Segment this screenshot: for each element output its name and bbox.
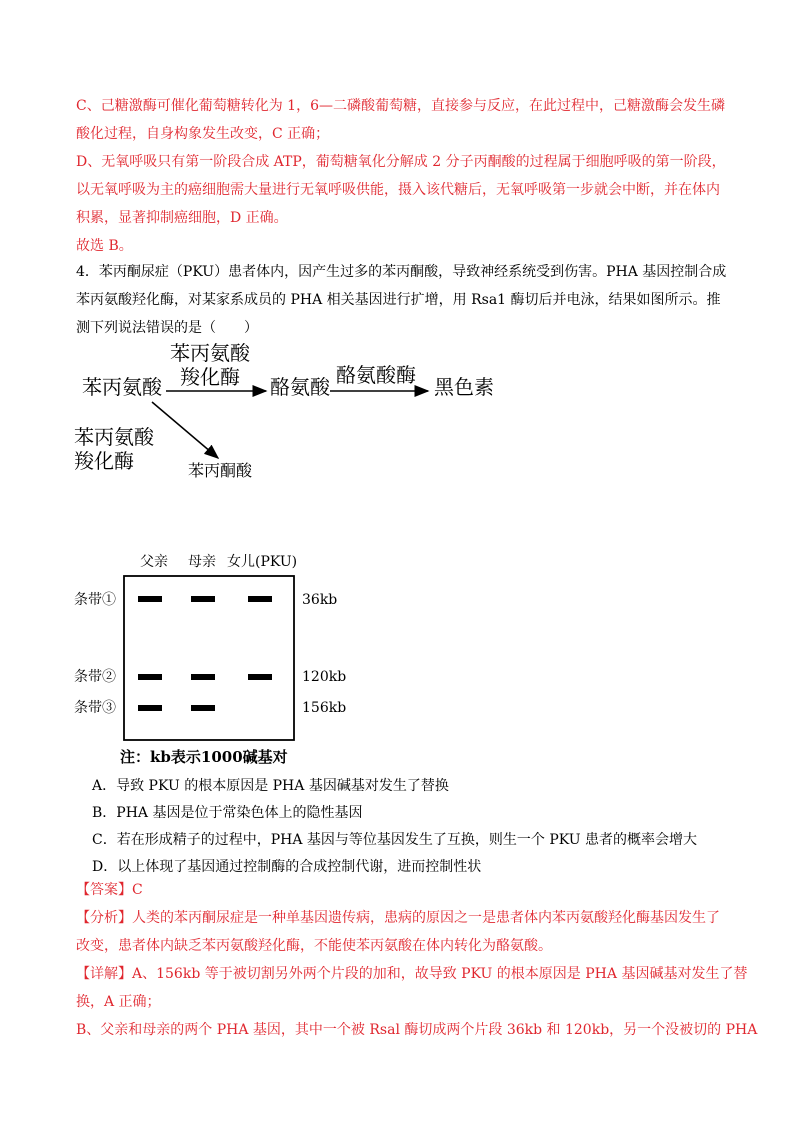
option-a: A．导致 PKU 的根本原因是 PHA 基因碱基对发生了替换 (92, 778, 449, 794)
band-1-mother (191, 596, 215, 602)
analysis-d-line: 积累，显著抑制癌细胞，D 正确。 (76, 210, 288, 226)
detail-line: 【详解】A、156kb 等于被切割另外两个片段的加和，故导致 PKU 的根本原因是 PHA 基因碱基对发生了替 (76, 966, 748, 982)
band-2-daughter (248, 674, 272, 680)
band-2-mother (191, 674, 215, 680)
band-label-1: 条带① (74, 592, 116, 608)
question-line: 测下列说法错误的是（ ） (76, 320, 258, 336)
enzyme3-label: 羧化酶 (74, 449, 134, 473)
question-stem (76, 258, 728, 342)
analysis-top (76, 92, 728, 260)
substrate-label: 苯丙氨酸 (82, 375, 162, 399)
arrow-3 (152, 402, 218, 458)
band-size-3: 156kb (302, 700, 347, 716)
enzyme1-label: 羧化酶 (180, 365, 240, 389)
analysis-d-line: D、无氧呼吸只有第一阶段合成 ATP，葡萄糖氧化分解成 2 分子丙酮酸的过程属于细胞呼吸的第一阶段， (76, 154, 726, 170)
product1-label: 酪氨酸 (270, 375, 330, 399)
lane-label-mother: 母亲 (188, 554, 216, 570)
analysis-c-line: 酸化过程，自身构象发生改变，C 正确； (76, 126, 330, 142)
band-3-mother (191, 705, 215, 711)
band-label-2: 条带② (74, 669, 116, 685)
band-size-1: 36kb (302, 592, 338, 608)
band-label-3: 条带③ (74, 700, 116, 716)
question-line: 4．苯丙酮尿症（PKU）患者体内，因产生过多的苯丙酮酸，导致神经系统受到伤害。PHA 基因控制合成 (76, 264, 727, 280)
option-c: C．若在形成精子的过程中，PHA 基因与等位基因发生了互换，则生一个 PKU 患者的概率会增大 (92, 832, 697, 848)
band-size-2: 120kb (302, 669, 347, 685)
lane-label-daughter: 女儿(PKU) (227, 554, 298, 570)
gel-electrophoresis-figure (70, 546, 410, 776)
band-1-father (138, 596, 162, 602)
detail-line: 换，A 正确； (76, 994, 161, 1010)
band-3-father (138, 705, 162, 711)
answer-line: 【答案】C (76, 882, 143, 898)
enzyme2-label: 酪氨酸酶 (336, 363, 416, 387)
choose-line: 故选 B。 (76, 238, 133, 254)
analysis-line: 改变，患者体内缺乏苯丙氨酸羟化酶，不能使苯丙氨酸在体内转化为酪氨酸。 (76, 938, 552, 954)
detail-line: B、父亲和母亲的两个 PHA 基因，其中一个被 Rsal 酶切成两个片段 36kb 和 120kb，另一个没被切的 PHA (76, 1022, 758, 1038)
option-b: B．PHA 基因是位于常染色体上的隐性基因 (92, 805, 363, 821)
band-2-father (138, 674, 162, 680)
product3-label: 苯丙酮酸 (188, 461, 253, 480)
analysis-line: 【分析】人类的苯丙酮尿症是一种单基因遗传病，患病的原因之一是患者体内苯丙氨酸羟化酶基因发生了 (76, 910, 720, 926)
metabolic-pathway-diagram (60, 336, 520, 486)
band-1-daughter (248, 596, 272, 602)
analysis-d-line: 以无氧呼吸为主的癌细胞需大量进行无氧呼吸供能，摄入该代糖后，无氧呼吸第一步就会中断，并在体内 (76, 182, 720, 198)
product2-label: 黑色素 (434, 375, 494, 399)
option-d: D．以上体现了基因通过控制酶的合成控制代谢，进而控制性状 (92, 859, 482, 875)
enzyme1-label: 苯丙氨酸 (170, 341, 250, 365)
analysis-c-line: C、己糖激酶可催化葡萄糖转化为 1，6—二磷酸葡萄糖，直接参与反应，在此过程中，己糖激酶会发生磷 (76, 98, 725, 114)
answer-section (76, 876, 758, 1044)
enzyme3-label: 苯丙氨酸 (74, 425, 154, 449)
question-line: 苯丙氨酸羟化酶，对某家系成员的 PHA 相关基因进行扩增，用 Rsa1 酶切后并电泳，结果如图所示。推 (76, 292, 721, 308)
lane-label-father: 父亲 (140, 554, 168, 570)
gel-note: 注：kb表示1000碱基对 (120, 748, 288, 766)
